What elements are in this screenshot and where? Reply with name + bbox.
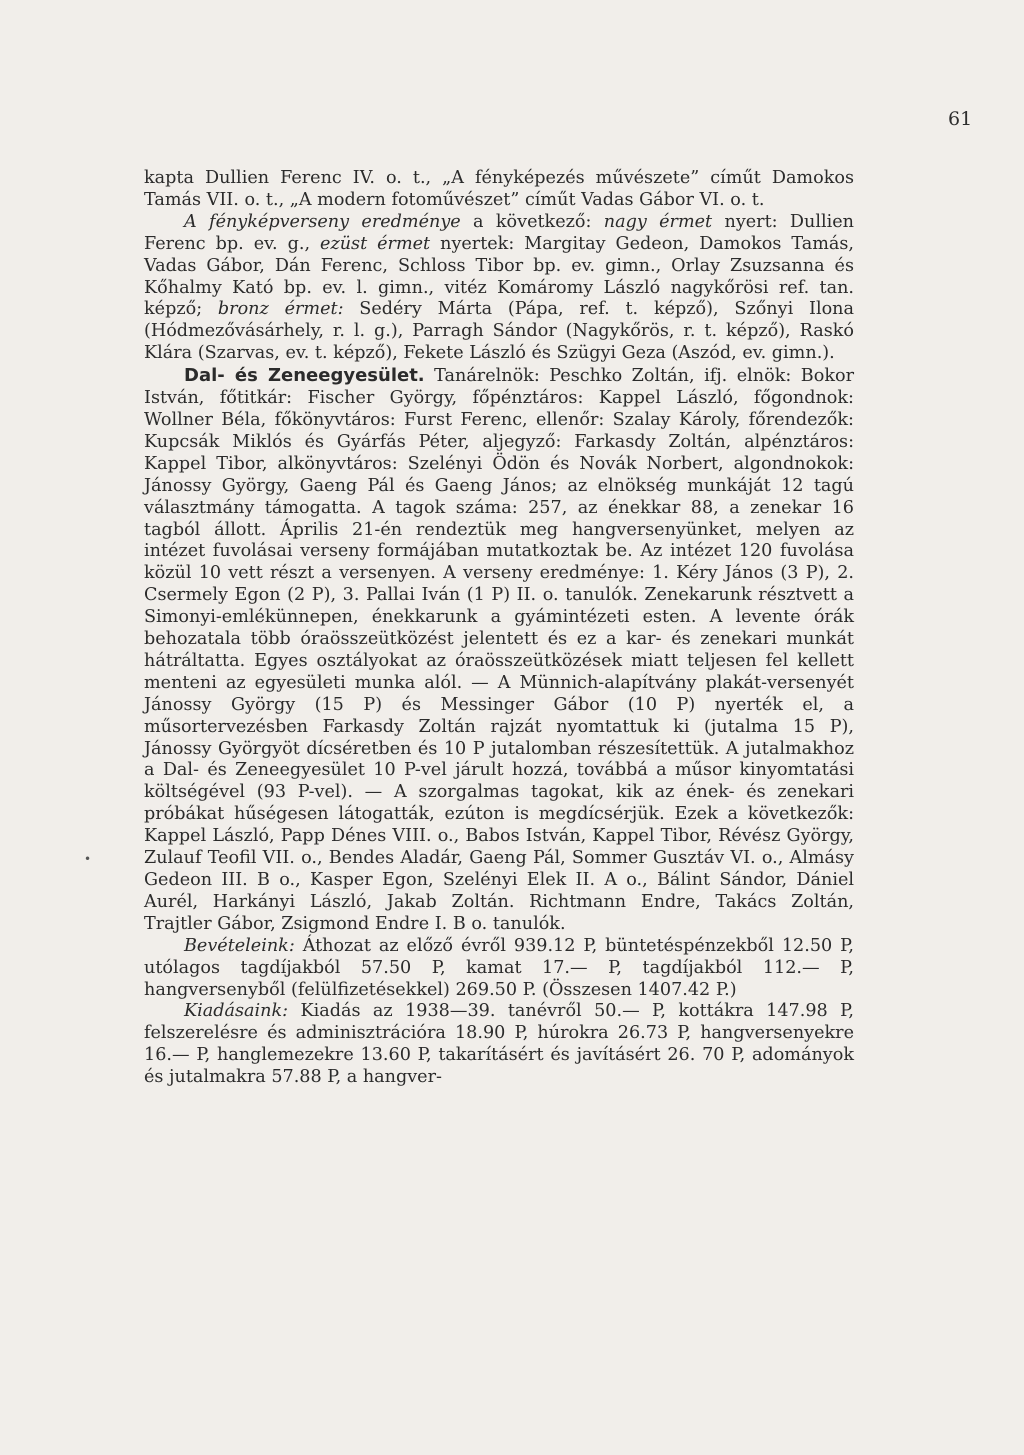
award-bronze: bronz érmet: — [217, 299, 344, 320]
page-number: 61 — [948, 108, 973, 130]
section-heading: Dal- és Zeneegyesület. — [184, 365, 425, 387]
expenses-label: Kiadásaink: — [184, 1001, 289, 1022]
income-label: Bevételeink: — [184, 935, 295, 956]
photo-contest-title: A fényképverseny eredménye — [184, 211, 461, 232]
paragraph-income — [144, 936, 854, 1002]
paragraph-expenses — [144, 1001, 854, 1089]
award-gold: nagy érmet — [603, 211, 713, 232]
page-text — [144, 168, 854, 1089]
award-silver: ezüst érmet — [320, 233, 431, 254]
margin-dot-icon: • — [84, 852, 92, 866]
text-run: Áthozat az előző évről 939.12 P, büntetéspénzekből 12.50 P, utólagos tagdíjakból 57.50 P, kamat 17.— P, tagdíjakból 112.— P, hangversenyből (felülfizetésekkel) 269.50 P. (Összesen 1407.42 P.) — [144, 935, 854, 1000]
text-run: nyert: Dullien Ferenc bp. ev. g., — [144, 211, 854, 254]
text-run: Sedéry Márta (Pápa, ref. t. képző), Szőnyi Ilona (Hódmezővásárhely, r. l. g.), Parragh Sándor (Nagykőrös, r. t. képző), Raskó Klára (Szarvas, ev. t. képző), Fekete László és Szügyi Geza (Aszód, ev. gimn.). — [144, 299, 854, 364]
text-run: a következő: — [460, 211, 604, 232]
paragraph-music-society — [144, 365, 854, 936]
text-run: Kiadás az 1938—39. tanévről 50.— P, kottákra 147.98 P, felszerelésre és adminisztrációra 18.90 P, húrokra 26.73 P, hangversenyekre 16.— P, hanglemezekre 13.60 P, takarításért és javításért 26. 70 P, adományok és jutalmakra 57.88 P, a hangver- — [144, 1001, 854, 1088]
paragraph-intro: kapta Dullien Ferenc IV. o. t., „A fényképezés művészete” címűt Damokos Tamás VII. o. t., „A modern fotoművészet” címűt Vadas Gábor VI. o. t. — [144, 168, 854, 210]
text-run: nyertek: Margitay Gedeon, Damokos Tamás, Vadas Gábor, Dán Ferenc, Schloss Tibor bp. ev. gimn., Orlay Zsuzsanna és Kőhalmy Kató bp. ev. l. gimn., vitéz Komáromy László nagykőrösi ref. tan. képző; — [144, 233, 854, 320]
text-run: Tanárelnök: Peschko Zoltán, ifj. elnök: Bokor István, főtitkár: Fischer György, főpénztáros: Kappel László, főgondnok: Wollner Béla, főkönyvtáros: Furst Ferenc, ellenőr: Szalay Károly, főrendezők: Kupcsák Miklós és Gyárfás Péter, aljegyző: Farkasdy Zoltán, alpénztáros: Kappel Tibor, alkönyvtáros: Szelényi Ödön és Novák Norbert, algondnokok: Jánossy György, Gaeng Pál és Gaeng János; az elnökség munkáját 12 tagú választmány támogatta. A tagok száma: 257, az énekkar 88, a zenekar 16 tagból állott. Április 21-én rendeztük meg hangversenyünket, melyen az intézet fuvolásai verseny formájában mutatkoztak be. Az intézet 120 fuvolása közül 10 vett részt a versenyen. A verseny eredménye: 1. Kéry János (3 P), 2. Csermely Egon (2 P), 3. Pallai Iván (1 P) II. o. tanulók. Zenekarunk résztvett a Simonyi-emlékünnepen, énekkarunk a gyámintézeti esten. A levente órák behozatala több óraösszeütközést jelentett és ez a kar- és zenekari munkát hátráltatta. Egyes osztályokat az óraösszeütközések miatt teljesen fel kellett menteni az egyesületi munka alól. — A Münnich-alapítvány plakát-versenyét Jánossy György (15 P) és Messinger Gábor (10 P) nyerték el, a műsortervezésben Farkasdy Zoltán rajzát nyomtattuk ki (jutalma 15 P), Jánossy Györgyöt dícséretben és 10 P jutalomban részesítettük. A jutalmakhoz a Dal- és Zeneegyesület 10 P-vel járult hozzá, továbbá a műsor kinyomtatási költségével (93 P-vel). — A szorgalmas tagokat, kik az ének- és zenekari próbákat hűségesen látogatták, ezúton is megdícsérjük. Ezek a következők: Kappel László, Papp Dénes VIII. o., Babos István, Kappel Tibor, Révész György, Zulauf Teofil VII. o., Bendes Aladár, Gaeng Pál, Sommer Gusztáv VI. o., Almásy Gedeon III. B o., Kasper Egon, Szelényi Elek II. A o., Bálint Sándor, Dániel Aurél, Harkányi László, Jakab Zoltán. Richtmann Endre, Takács Zoltán, Trajtler Gábor, Zsigmond Endre I. B o. tanulók. — [144, 366, 854, 934]
paragraph-photo-contest — [144, 212, 854, 365]
